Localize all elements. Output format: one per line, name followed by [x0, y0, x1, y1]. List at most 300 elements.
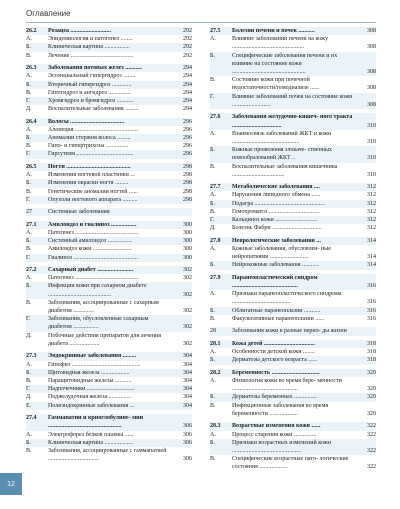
toc-entry-page: 300 [183, 254, 192, 261]
toc-entry-number: В. [210, 456, 216, 463]
toc-section [210, 183, 376, 232]
toc-entry-title: Факультативные паранеоплазии ...... [232, 315, 325, 322]
toc-entry-number: 28.2 [210, 369, 221, 376]
toc-entry-number: А. [210, 36, 216, 43]
toc-left-column [26, 27, 192, 468]
toc-section [26, 221, 192, 262]
toc-section [26, 208, 192, 216]
toc-entry-number: В. [26, 246, 32, 253]
toc-entry-page: 294 [183, 73, 192, 80]
toc-entry-title: Волосы .................................... [48, 118, 125, 125]
toc-entry-page: 312 [367, 184, 376, 191]
toc-entry-number: Б. [210, 439, 215, 446]
toc-entry-page: 292 [183, 28, 192, 34]
toc-entry-title: Заболевания желудочно-кишеч- ного тракта ................................. [232, 114, 353, 129]
toc-entry-page: 306 [183, 439, 192, 446]
toc-entry-number: Б. [210, 200, 215, 207]
toc-entry-title: Побочные действия препаратов для лечения диабета .................... [48, 332, 161, 347]
toc-entry-page: 306 [183, 431, 192, 438]
toc-entry-page: 298 [183, 188, 192, 195]
toc-entry-number: 27.7 [210, 184, 221, 191]
toc-subentry[interactable] [210, 439, 376, 455]
toc-entry[interactable] [210, 113, 376, 129]
toc-entry-page: 302 [183, 291, 192, 298]
toc-entry-title: Эссенциальный гипергидроз ........ [48, 73, 136, 80]
toc-entry-page: 322 [367, 447, 376, 454]
toc-entry-page: 304 [183, 386, 192, 393]
toc-entry-title: Взаимосвязь заболеваний ЖКТ и кожи ............................................. [232, 130, 332, 145]
toc-section [210, 113, 376, 179]
toc-entry-number: 27.6 [210, 114, 221, 121]
toc-entry-page: 310 [367, 171, 376, 178]
toc-entry-title: Инфекции кожи при сахарном диабете .......................................... [48, 283, 147, 298]
toc-entry-title: Специфические заболевания печени и их влияние на состояние кожи ................................................. [232, 52, 338, 76]
toc-subentry[interactable] [26, 35, 192, 43]
toc-subentry[interactable] [26, 105, 192, 113]
toc-entry-page: 312 [367, 192, 376, 199]
toc-entry-page: 298 [183, 180, 192, 187]
toc-entry-title: Гемохроматоз .................................. [232, 208, 320, 215]
toc-entry-title: Полиэндокринные заболевания ... [48, 402, 135, 409]
toc-entry-number: В. [210, 77, 216, 84]
toc-entry-number: В. [26, 52, 32, 59]
toc-entry-number: Б. [210, 262, 215, 269]
toc-entry-title: Надпочечники ................................ [48, 386, 135, 393]
toc-entry-number: А. [210, 245, 216, 252]
toc-entry-title: Неврологические заболевания ... [232, 237, 321, 244]
toc-subentry[interactable] [210, 261, 376, 269]
toc-subentry[interactable] [210, 307, 376, 315]
toc-entry-number: Д. [26, 332, 32, 339]
toc-entry-number: А. [26, 275, 32, 282]
toc-entry-number: 28 [210, 328, 216, 335]
toc-entry-title: Особенности детской кожи ........ [232, 349, 315, 356]
toc-entry-title: Хромгидроз и бромгидроз ........... [48, 97, 134, 104]
toc-entry-number: Г. [210, 93, 215, 100]
toc-entry-number: Д. [210, 225, 216, 232]
toc-subentry[interactable] [26, 393, 192, 401]
toc-entry[interactable] [26, 414, 192, 430]
toc-entry-number: Г. [26, 386, 31, 393]
toc-entry-number: 26.2 [26, 28, 37, 34]
toc-entry-page: 316 [367, 315, 376, 322]
toc-subentry[interactable] [26, 150, 192, 158]
toc-entry-title: Кожные заболевания, обусловлен- ные нейропатиями .......................... [232, 245, 331, 261]
toc-subentry[interactable] [26, 377, 192, 385]
toc-subentry[interactable] [210, 431, 376, 439]
toc-entry-title: Возрастные изменения кожи ...... [232, 423, 321, 430]
toc-section [26, 64, 192, 113]
toc-entry[interactable] [210, 27, 376, 35]
toc-section [26, 414, 192, 463]
toc-entry-page: 312 [367, 208, 376, 215]
toc-entry-number: Г. [26, 97, 31, 104]
toc-section [210, 340, 376, 365]
toc-entry-number: 26.3 [26, 65, 37, 72]
toc-subentry[interactable] [26, 361, 192, 369]
toc-entry-page: 310 [367, 138, 376, 145]
toc-entry[interactable] [26, 208, 192, 216]
toc-entry[interactable] [210, 340, 376, 348]
toc-entry-number: А. [210, 192, 216, 199]
toc-subentry[interactable] [210, 76, 376, 92]
toc-entry-title: Специфические возрастные пато- логические состояния ................... [232, 456, 349, 471]
toc-entry-number: Г. [210, 217, 215, 224]
toc-entry-number: Б. [26, 439, 31, 446]
toc-entry[interactable] [210, 237, 376, 245]
toc-entry-page: 300 [183, 221, 192, 228]
toc-entry-number: 27.4 [26, 415, 37, 422]
toc-entry-number: Б. [26, 135, 31, 142]
toc-entry-title: Кальциноз кожи ............................ [232, 217, 318, 224]
toc-entry-page: 304 [183, 369, 192, 376]
toc-section [26, 118, 192, 159]
toc-subentry[interactable] [210, 402, 376, 418]
toc-entry-title: Гипогидроз и ангидроз ............... [48, 89, 131, 96]
toc-entry[interactable] [26, 221, 192, 229]
toc-entry-title: Клиническая картина ................... [48, 439, 133, 446]
toc-entry-title: Беременность ................................ [232, 369, 320, 376]
toc-entry-page: 294 [183, 65, 192, 72]
toc-entry-number: В. [210, 315, 216, 322]
toc-entry-number: Б. [26, 369, 31, 376]
toc-entry-page: 300 [183, 229, 192, 236]
toc-entry-page: 304 [183, 378, 192, 384]
toc-entry[interactable] [210, 327, 376, 335]
toc-entry-title: Розацеа ........................... [48, 28, 112, 34]
toc-entry-number: В. [26, 89, 32, 96]
toc-entry-number: А. [26, 361, 32, 368]
toc-entry-number: А. [210, 349, 216, 356]
toc-entry-title: Заболевания кожи в разные перио- ды жизни [232, 328, 347, 335]
toc-entry-title: Заболевания потовых желез ........... [48, 65, 142, 72]
toc-subentry[interactable] [210, 377, 376, 393]
toc-entry-number: А. [210, 431, 216, 438]
toc-entry-page: 296 [183, 151, 192, 158]
toc-subentry[interactable] [210, 356, 376, 364]
toc-entry-title: Системные заболевания [48, 209, 110, 216]
toc-entry-title: Воспалительные заболевания ......... [48, 106, 139, 113]
toc-entry-page: 304 [183, 353, 192, 360]
toc-entry-page: 316 [367, 283, 376, 290]
toc-entry-number: Б. [210, 307, 215, 314]
toc-entry-page: 320 [367, 369, 376, 376]
toc-entry-page: 308 [367, 69, 376, 76]
toc-entry-page: 320 [367, 386, 376, 393]
toc-section [210, 27, 376, 109]
toc-subentry[interactable] [210, 393, 376, 401]
toc-entry-title: Кожные проявления злокаче- ственных новообразований ЖКТ .. [232, 147, 333, 162]
toc-subentry[interactable] [26, 229, 192, 237]
toc-entry-number: 27.1 [26, 221, 37, 228]
toc-subentry[interactable] [26, 89, 192, 97]
toc-entry-title: Нейрокожные заболевания ........... [232, 262, 319, 269]
toc-entry-number: А. [26, 229, 32, 236]
toc-entry[interactable] [210, 422, 376, 430]
toc-entry-title: Алопеция .......................................... [48, 126, 138, 133]
toc-entry-page: 302 [183, 324, 192, 331]
toc-entry-number: В. [210, 208, 216, 215]
toc-entry-page: 308 [367, 85, 376, 92]
toc-entry-number: 27.2 [26, 267, 37, 274]
toc-entry-page: 314 [367, 262, 376, 269]
toc-entry-page: 312 [367, 225, 376, 232]
toc-entry-number: В. [26, 447, 32, 454]
toc-entry-page: 314 [367, 237, 376, 244]
toc-entry-page: 302 [183, 267, 192, 274]
toc-entry-title: Сахарный диабет ........................ [48, 267, 134, 274]
toc-entry-page: 310 [367, 122, 376, 129]
toc-entry-title: Состояние кожи при почечной недостаточности/гемодиализе ...... [232, 77, 320, 92]
toc-entry-title: Нарушения липидного обмена ...... [232, 192, 321, 199]
toc-entry-page: 310 [367, 155, 376, 162]
toc-entry-page: 316 [367, 299, 376, 306]
toc-entry-title: Гипофиз .............................................. [48, 361, 141, 368]
toc-entry-title: Физиология кожи во время бере- менности ............................................ [232, 378, 342, 393]
toc-subentry[interactable] [210, 163, 376, 179]
toc-subentry[interactable] [210, 35, 376, 51]
toc-entry-number: Б. [26, 180, 31, 187]
toc-entry-title: Изменения ногтевой пластинки ... [48, 172, 135, 179]
toc-entry-title: Подагра ............................................... [232, 200, 325, 207]
toc-entry-number: Б. [210, 394, 215, 401]
toc-subentry[interactable] [26, 126, 192, 134]
toc-entry-title: Системный амилоидоз ................ [48, 238, 132, 245]
toc-entry-title: Аномалии стержня волоса ......... [48, 135, 131, 142]
toc-entry-page: 304 [183, 402, 192, 409]
toc-entry-page: 308 [367, 101, 376, 108]
toc-entry-title: Заболевания, обусловленные сахарным диабетом ................. [48, 316, 149, 331]
toc-entry-number: Б. [210, 147, 215, 154]
toc-entry-number: Д. [26, 394, 32, 401]
toc-entry-page: 292 [183, 52, 192, 59]
toc-entry-title: Опухоли ногтевого аппарата .......... [48, 196, 138, 203]
toc-entry[interactable] [26, 64, 192, 72]
toc-subentry[interactable] [26, 332, 192, 348]
toc-entry-title: Гипо- и гипертрихозы ............... [48, 143, 129, 150]
toc-entry-number: В. [26, 378, 32, 384]
toc-entry-page: 314 [367, 254, 376, 261]
page-header-title: Оглавление [26, 9, 71, 18]
toc-subentry[interactable] [210, 93, 376, 109]
toc-subentry[interactable] [210, 200, 376, 208]
toc-entry-number: 27.5 [210, 28, 221, 34]
toc-entry[interactable] [26, 27, 192, 35]
toc-entry-page: 296 [183, 143, 192, 150]
toc-entry-title: Воспалительные заболевания кишечника ................................... [232, 163, 338, 178]
toc-entry[interactable] [26, 266, 192, 274]
toc-entry[interactable] [26, 163, 192, 171]
toc-entry-title: Эндокринные заболевания ......... [48, 353, 137, 360]
toc-entry-page: 322 [367, 423, 376, 430]
toc-entry-number: Д. [26, 106, 32, 113]
toc-entry-title: Дерматозы детского возраста ...... [232, 357, 318, 364]
toc-entry-page: 294 [183, 97, 192, 104]
toc-section [210, 422, 376, 471]
toc-subentry[interactable] [210, 245, 376, 261]
toc-entry-page: 306 [183, 423, 192, 430]
toc-entry-page: 318 [367, 357, 376, 364]
toc-subentry[interactable] [26, 315, 192, 331]
toc-entry-page: 318 [367, 349, 376, 356]
toc-entry-title: Электрофорез белков плазмы ...... [48, 431, 134, 438]
toc-entry-title: Клиническая картина ................. [48, 44, 130, 51]
toc-entry-title: Лечение .......................................... [48, 52, 134, 59]
toc-entry-number: А. [26, 126, 32, 133]
toc-subentry[interactable] [26, 97, 192, 105]
toc-entry-number: Б. [26, 81, 31, 88]
toc-subentry[interactable] [26, 254, 192, 262]
toc-subentry[interactable] [26, 196, 192, 204]
toc-entry-title: Патогенез .......................................... [48, 229, 139, 236]
toc-entry-number: А. [210, 130, 216, 137]
toc-entry-page: 316 [367, 307, 376, 314]
toc-subentry[interactable] [210, 146, 376, 162]
toc-entry-number: 27.8 [210, 237, 221, 244]
toc-subentry[interactable] [210, 348, 376, 356]
toc-entry-number: А. [26, 36, 32, 43]
toc-entry-page: 304 [183, 394, 192, 401]
toc-entry-number: А. [210, 378, 216, 384]
toc-subentry[interactable] [26, 134, 192, 142]
toc-entry-title: Метаболические заболевания .... [232, 184, 320, 191]
toc-entry-page: 300 [183, 246, 192, 253]
toc-subentry[interactable] [26, 439, 192, 447]
toc-subentry[interactable] [26, 179, 192, 187]
toc-entry-number: Б. [210, 357, 215, 364]
toc-entry-page: 294 [183, 106, 192, 113]
toc-entry-number: Г. [26, 316, 31, 323]
toc-entry-number: Г. [26, 254, 31, 261]
toc-entry-title: Амилоидоз и гиалиноз ................. [48, 221, 137, 228]
toc-entry-title: Амилоидоз кожи .......................... [48, 246, 132, 253]
toc-entry-page: 312 [367, 200, 376, 207]
toc-entry-title: Эпидемиология и патогенез ........ [48, 36, 133, 43]
toc-section [210, 369, 376, 418]
toc-entry-page: 302 [183, 275, 192, 282]
toc-entry-number: А. [26, 172, 32, 179]
toc-entry[interactable] [210, 183, 376, 191]
toc-entry-title: Гиалиноз ........................................... [48, 254, 138, 261]
toc-entry-title: Генетические аномалии ногтей ...... [48, 188, 138, 195]
toc-entry-title: Изменения окраски ногтя ......... [48, 180, 129, 187]
toc-entry-title: Вторичный гипергидроз ............. [48, 81, 132, 88]
toc-subentry[interactable] [26, 274, 192, 282]
toc-entry-number: 27 [26, 209, 32, 216]
toc-subentry[interactable] [26, 188, 192, 196]
toc-right-column [210, 27, 376, 476]
toc-entry-number: Г. [26, 196, 31, 203]
toc-entry-page: 296 [183, 135, 192, 142]
toc-subentry[interactable] [210, 455, 376, 471]
toc-subentry[interactable] [26, 245, 192, 253]
toc-subentry[interactable] [26, 142, 192, 150]
toc-subentry[interactable] [210, 52, 376, 77]
toc-entry-page: 322 [367, 431, 376, 438]
toc-entry[interactable] [210, 274, 376, 290]
toc-subentry[interactable] [26, 52, 192, 60]
toc-entry-title: Болезни печени и почек ........... [232, 28, 315, 34]
toc-subentry[interactable] [26, 237, 192, 245]
toc-subentry[interactable] [210, 191, 376, 199]
toc-entry[interactable] [26, 118, 192, 126]
toc-subentry[interactable] [26, 402, 192, 410]
toc-entry-page: 302 [183, 308, 192, 315]
toc-entry-title: Процесс старения кожи ............... [232, 431, 317, 438]
toc-entry-title: Гирсутизм ...................................... [48, 151, 134, 158]
toc-entry-number: В. [26, 143, 32, 150]
toc-entry-number: В. [26, 188, 32, 195]
toc-entry-page: 294 [183, 81, 192, 88]
toc-entry-page: 308 [367, 44, 376, 51]
toc-subentry[interactable] [26, 431, 192, 439]
toc-subentry[interactable] [26, 81, 192, 89]
toc-entry-number: В. [210, 163, 216, 170]
toc-entry-title: Дерматозы беременных ............... [232, 394, 317, 401]
toc-entry-title: Щитовидная железа ................... [48, 369, 130, 376]
toc-entry-number: Б. [26, 238, 31, 245]
toc-subentry[interactable] [26, 369, 192, 377]
toc-entry[interactable] [210, 369, 376, 377]
toc-entry-title: Патогенез .......................................... [48, 275, 139, 282]
toc-entry-number: А. [210, 291, 216, 298]
toc-section [210, 327, 376, 335]
toc-entry-number: А. [26, 431, 32, 438]
toc-entry-page: 296 [183, 126, 192, 133]
toc-entry-page: 300 [183, 238, 192, 245]
toc-entry-page: 308 [367, 28, 376, 34]
toc-subentry[interactable] [26, 171, 192, 179]
toc-entry-number: В. [26, 299, 32, 306]
toc-entry-page: 302 [183, 340, 192, 347]
toc-subentry[interactable] [210, 130, 376, 146]
toc-entry-title: Признаки возрастных изменений кожи .............................................. [232, 439, 332, 454]
toc-subentry[interactable] [210, 224, 376, 232]
toc-entry-page: 304 [183, 361, 192, 368]
toc-subentry[interactable] [26, 282, 192, 298]
toc-section [26, 266, 192, 348]
toc-entry-title: Облигатные паранеоплазии ........... [232, 307, 321, 314]
toc-entry-title: Инфекционные заболевания во время беременности ................... [232, 402, 329, 417]
toc-entry-number: Б. [26, 283, 31, 290]
toc-entry-page: 320 [367, 410, 376, 417]
toc-entry-title: Паранеопластический синдром ............................................ [232, 274, 318, 290]
toc-subentry[interactable] [210, 290, 376, 306]
toc-entry-number: 27.9 [210, 274, 221, 281]
toc-entry-title: Поджелудочная железа ............... [48, 394, 132, 401]
toc-entry-number: 27.3 [26, 353, 37, 360]
toc-section [210, 237, 376, 270]
toc-subentry[interactable] [26, 299, 192, 315]
toc-entry-page: 296 [183, 118, 192, 125]
toc-entry-number: Б. [26, 44, 31, 51]
toc-entry-page: 318 [367, 340, 376, 347]
toc-subentry[interactable] [26, 385, 192, 393]
toc-subentry[interactable] [210, 315, 376, 323]
toc-subentry[interactable] [26, 72, 192, 80]
toc-subentry[interactable] [26, 447, 192, 463]
toc-entry-number: А. [26, 73, 32, 80]
toc-subentry[interactable] [210, 208, 376, 216]
toc-entry-title: Болезнь Фабри ................................. [232, 225, 322, 232]
toc-entry[interactable] [26, 352, 192, 360]
toc-entry-page: 322 [367, 464, 376, 471]
toc-entry-number: 26.5 [26, 163, 37, 170]
toc-subentry[interactable] [26, 43, 192, 51]
toc-subentry[interactable] [210, 216, 376, 224]
toc-section [26, 27, 192, 60]
header-divider [26, 22, 376, 23]
